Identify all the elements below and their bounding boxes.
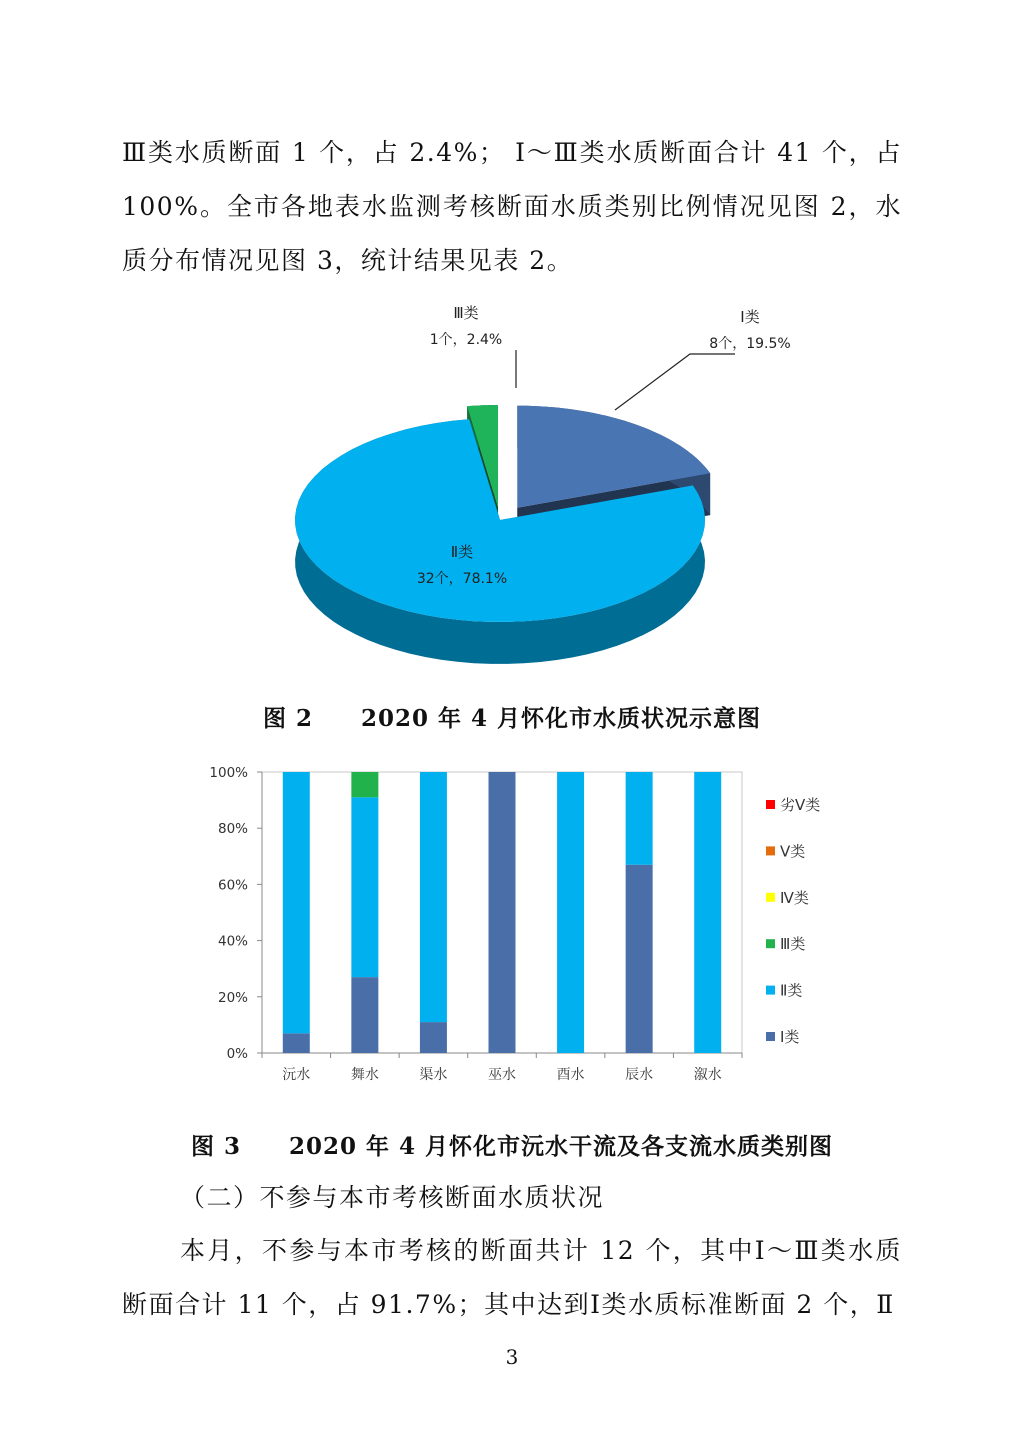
- legend-label: Ⅳ类: [780, 888, 809, 907]
- pie-label-value: 1个，2.4%: [429, 332, 503, 348]
- figure-3-caption: 图 3 2020 年 4 月怀化市沅水干流及各支流水质类别图: [190, 1133, 834, 1160]
- x-tick-label: 舞水: [350, 1067, 379, 1083]
- x-tick-label: 酉水: [556, 1067, 585, 1083]
- legend-swatch: [766, 893, 775, 902]
- legend-label: 劣Ⅴ类: [780, 796, 821, 814]
- legend-label: Ⅰ类: [780, 1028, 800, 1046]
- pie-label-name: Ⅱ类: [450, 543, 474, 561]
- legend-swatch: [766, 800, 775, 809]
- y-tick-label: 20%: [217, 989, 248, 1006]
- legend-label: Ⅴ类: [780, 842, 806, 861]
- x-tick-label: 辰水: [625, 1067, 654, 1083]
- pie-label-value: 32个，78.1%: [416, 571, 508, 587]
- y-tick-label: 0%: [226, 1046, 248, 1062]
- x-tick-label: 溆水: [693, 1067, 722, 1083]
- bar-segment: [351, 797, 378, 977]
- bar-segment: [557, 772, 584, 1053]
- bar-segment: [420, 772, 447, 1022]
- bar-segment: [283, 772, 310, 1033]
- page-number: 3: [505, 1345, 519, 1369]
- y-tick-label: 80%: [217, 821, 248, 838]
- x-tick-label: 巫水: [488, 1067, 516, 1083]
- intro-paragraph: Ⅲ类水质断面 1 个，占 2.4%； Ⅰ～Ⅲ类水质断面合计 41 个，占100%。全市各地表水监测考核断面水质类别比例情况见图 2，水质分布情况见图 3，统计结果见表 2。: [122, 138, 902, 275]
- x-tick-label: 渠水: [419, 1067, 448, 1083]
- y-tick-label: 60%: [217, 877, 248, 894]
- bar-segment: [420, 1022, 447, 1053]
- figure-2-caption: 图 2 2020 年 4 月怀化市水质状况示意图: [262, 705, 762, 732]
- y-tick-label: 100%: [209, 765, 248, 781]
- bar-segment: [283, 1033, 310, 1053]
- bar-segment: [351, 772, 378, 797]
- pie-label-name: Ⅲ类: [453, 304, 479, 322]
- bar-segment: [489, 772, 516, 1053]
- body-paragraph: 本月，不参与本市考核的断面共计 12 个，其中Ⅰ～Ⅲ类水质断面合计 11 个，占 91.7%；其中达到Ⅰ类水质标准断面 2 个，Ⅱ: [122, 1236, 902, 1319]
- section-heading: （二）不参与本市考核断面水质状况: [180, 1183, 605, 1212]
- legend-label: Ⅱ类: [780, 981, 803, 1000]
- legend-label: Ⅲ类: [780, 935, 806, 954]
- bar-segment: [626, 865, 653, 1053]
- pie-label-value: 8个，19.5%: [709, 336, 791, 352]
- x-tick-label: 沅水: [282, 1067, 311, 1083]
- legend-swatch: [766, 986, 775, 995]
- bar-segment: [694, 772, 721, 1053]
- pie-label-name: Ⅰ类: [740, 308, 760, 326]
- legend-swatch: [766, 939, 775, 948]
- legend-swatch: [766, 846, 775, 855]
- bar-segment: [626, 772, 653, 865]
- y-tick-label: 40%: [217, 933, 248, 950]
- bar-segment: [351, 977, 378, 1053]
- legend-swatch: [766, 1032, 775, 1041]
